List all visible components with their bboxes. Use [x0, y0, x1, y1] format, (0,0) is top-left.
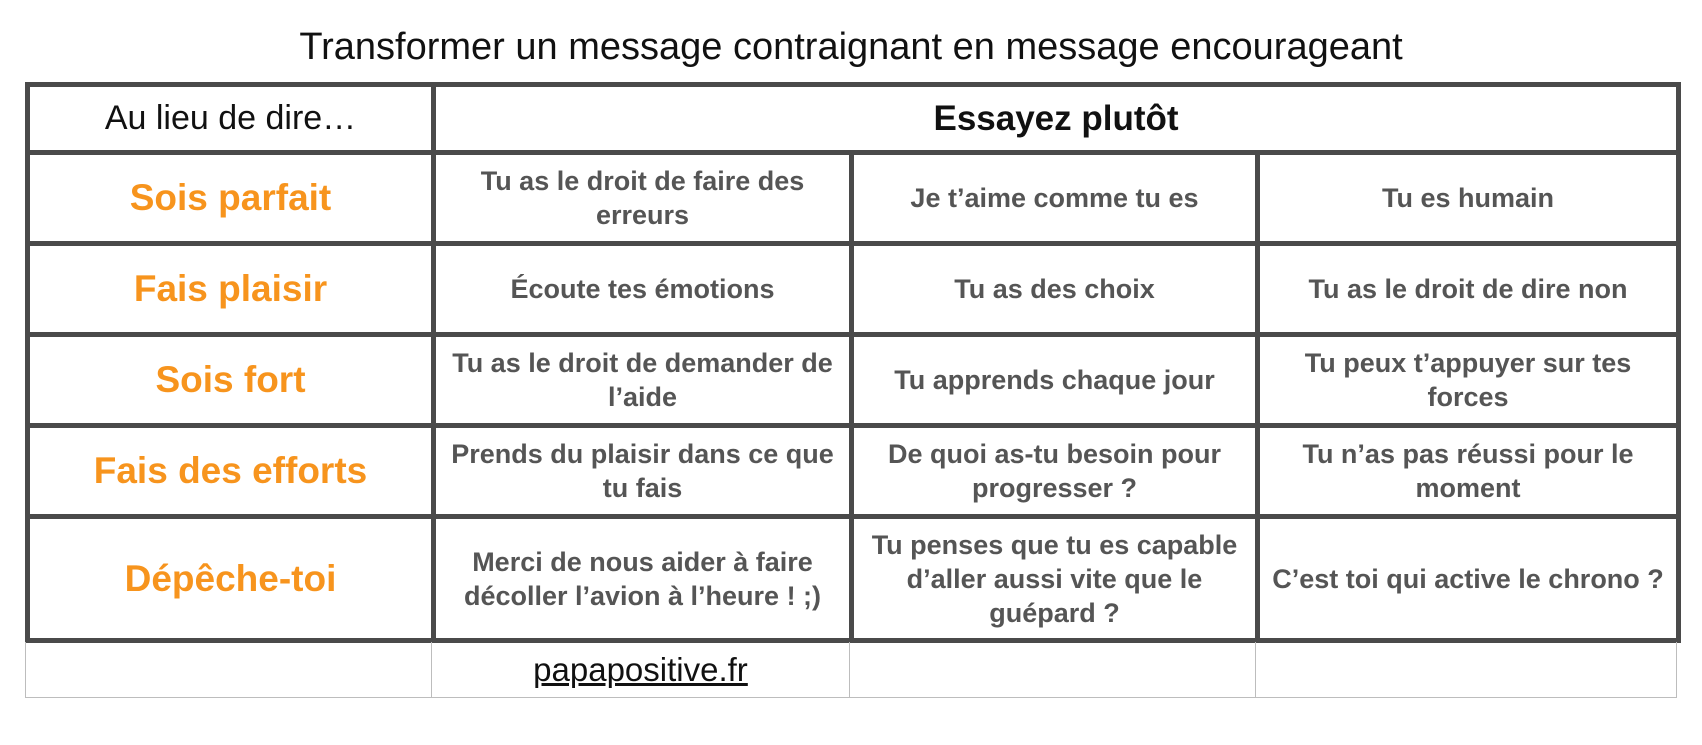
- alternative-cell: Tu n’as pas réussi pour le moment: [1258, 426, 1679, 517]
- message-table: [25, 82, 1681, 643]
- footer-empty-cell: [850, 642, 1256, 698]
- footer-link-cell: [432, 642, 850, 698]
- alternative-cell: Merci de nous aider à faire décoller l’avion à l’heure ! ;): [434, 517, 852, 641]
- constraint-label: Sois parfait: [28, 153, 434, 244]
- footer-empty-cell: [26, 642, 432, 698]
- alternative-cell: C’est toi qui active le chrono ?: [1258, 517, 1679, 641]
- alternative-cell: Écoute tes émotions: [434, 244, 852, 335]
- constraint-label: Dépêche-toi: [28, 517, 434, 641]
- alternative-cell: Tu as le droit de demander de l’aide: [434, 335, 852, 426]
- table-row: [28, 517, 1679, 641]
- constraint-label: Fais des efforts: [28, 426, 434, 517]
- header-row: [28, 85, 1679, 153]
- alternative-cell: Tu es humain: [1258, 153, 1679, 244]
- table-row: [28, 244, 1679, 335]
- alternative-cell: Tu as le droit de dire non: [1258, 244, 1679, 335]
- alternative-cell: Prends du plaisir dans ce que tu fais: [434, 426, 852, 517]
- constraint-label: Sois fort: [28, 335, 434, 426]
- page-title: Transformer un message contraignant en message encourageant: [299, 26, 1403, 68]
- alternative-cell: Tu apprends chaque jour: [852, 335, 1258, 426]
- footer-row: [25, 642, 1677, 698]
- table-row: [28, 153, 1679, 244]
- footer-empty-cell: [1256, 642, 1677, 698]
- table-row: [28, 426, 1679, 517]
- table-row: [28, 335, 1679, 426]
- alternative-cell: De quoi as-tu besoin pour progresser ?: [852, 426, 1258, 517]
- alternative-cell: Je t’aime comme tu es: [852, 153, 1258, 244]
- alternative-cell: Tu peux t’appuyer sur tes forces: [1258, 335, 1679, 426]
- alternative-cell: Tu as le droit de faire des erreurs: [434, 153, 852, 244]
- header-try-instead: Essayez plutôt: [434, 85, 1679, 153]
- alternative-cell: Tu as des choix: [852, 244, 1258, 335]
- header-instead-of: Au lieu de dire…: [28, 85, 434, 153]
- alternative-cell: Tu penses que tu es capable d’aller aussi vite que le guépard ?: [852, 517, 1258, 641]
- constraint-label: Fais plaisir: [28, 244, 434, 335]
- website-link[interactable]: papapositive.fr: [533, 650, 748, 688]
